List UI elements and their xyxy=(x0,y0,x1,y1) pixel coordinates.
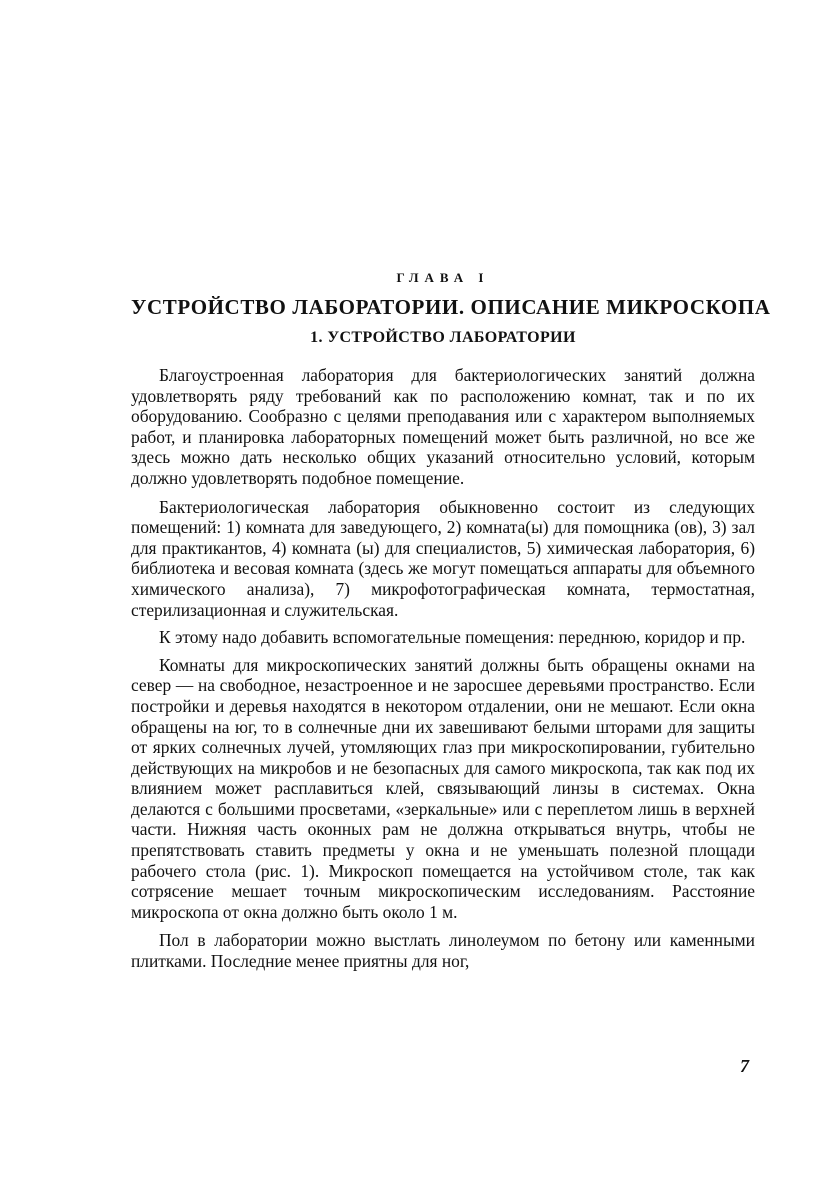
chapter-label: ГЛАВА I xyxy=(396,270,490,285)
paragraph-4: Комнаты для микроскопических занятий должны быть обращены окнами на север — на свободное, незастроенное и не заросшее деревьями пространство. Если постройки и деревья находятся в некотором отдалении, они не мешают. Если окна обращены на юг, то в солнечные дни их завешивают белыми шторами для защиты от ярких солнечных лучей, утомляющих глаз при микроскопировании, губительно действующих на микробов и не безопасных для самого микроскопа, так как под их влиянием может расплавиться клей, связывающий линзы в системах. Окна делаются с большими просветами, «зеркальные» или с переплетом лишь в верхней части. Нижняя часть оконных рам не должна открываться внутрь, чтобы не препятствовать ставить предметы у окна и не уменьшать полезной площади рабочего стола (рис. 1). Микроскоп помещается на устойчивом столе, так как сотрясение мешает точным микроскопическим исследованиям. Расстояние микроскопа от окна должно быть около 1 м. xyxy=(131,654,755,922)
paragraph-3: К этому надо добавить вспомогательные помещения: переднюю, коридор и пр. xyxy=(159,627,746,648)
paragraph-1: Благоустроенная лаборатория для бактериологических занятий должна удовлетворять ряду требований как по расположению комнат, так и по их оборудованию. Сообразно с целями преподавания или с характером выполняемых работ, и планировка лабораторных помещений может быть различной, но все же здесь можно дать несколько общих указаний относительно условий, которым должно удовлетворять подобное помещение. xyxy=(131,365,755,488)
chapter-title: УСТРОЙСТВО ЛАБОРАТОРИИ. ОПИСАНИЕ МИКРОСКОПА xyxy=(131,295,771,319)
page-number: 7 xyxy=(740,1056,749,1076)
paragraph-5: Пол в лаборатории можно выстлать линолеумом по бетону или каменными плитками. Последние менее приятны для ног, xyxy=(131,930,755,972)
section-title: 1. УСТРОЙСТВО ЛАБОРАТОРИИ xyxy=(310,329,576,346)
page-text-block xyxy=(131,270,771,980)
paragraph-2: Бактериологическая лаборатория обыкновенно состоит из следующих помещений: 1) комната для заведующего, 2) комната(ы) для помощника (ов), 3) зал для практикантов, 4) комната (ы) для специалистов, 5) химическая лаборатория, 6) библиотека и весовая комната (здесь же могут помещаться аппараты для объемного химического анализа), 7) микрофотографическая комната, термостатная, стерилизационная и служительская. xyxy=(131,496,755,620)
